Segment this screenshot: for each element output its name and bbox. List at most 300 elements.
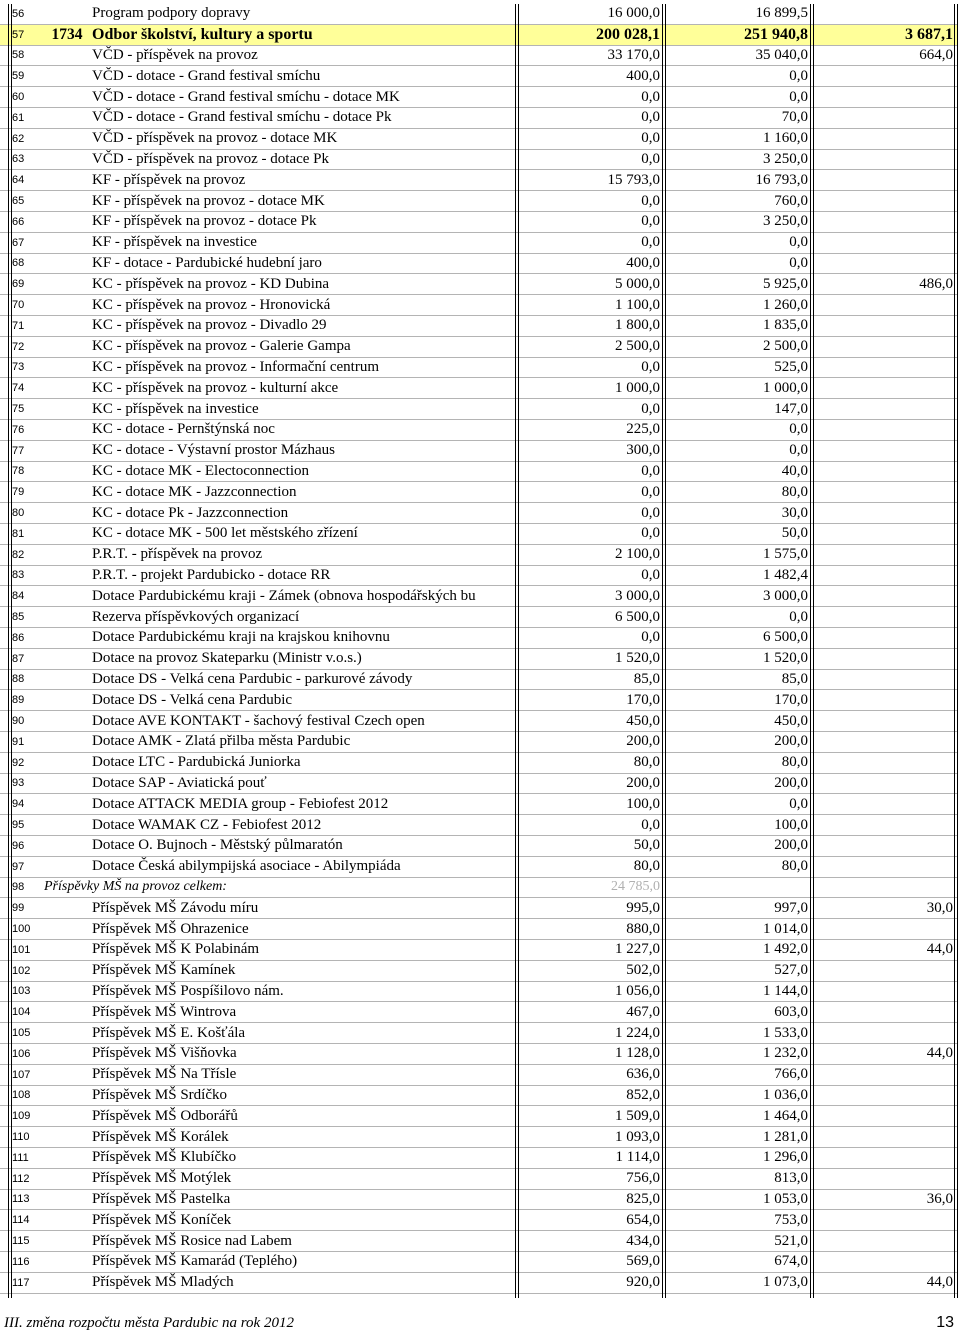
- value-col-1: 0,0: [641, 130, 660, 147]
- row-code: [44, 919, 90, 939]
- table-row: [0, 524, 958, 545]
- row-name: Příspěvek MŠ Korálek: [92, 1128, 229, 1145]
- value-col-3: [814, 566, 953, 586]
- value-col-1: 100,0: [626, 795, 660, 812]
- value-col-3: [814, 732, 953, 752]
- row-number: 102: [12, 964, 31, 977]
- value-col-1: 852,0: [626, 1086, 660, 1103]
- value-col-2: [666, 878, 808, 898]
- row-code: [44, 1065, 90, 1085]
- row-name: Dotace WAMAK CZ - Febiofest 2012: [92, 816, 322, 833]
- vline-left-1: [8, 4, 9, 1298]
- value-col-1: 1 100,0: [615, 296, 660, 313]
- value-col-3: 664,0: [919, 46, 953, 63]
- row-name: Příspěvek MŠ Na Třísle: [92, 1066, 237, 1083]
- row-number: 115: [12, 1235, 30, 1248]
- row-code: [44, 1002, 90, 1022]
- table-row: [0, 1044, 958, 1065]
- value-col-2: 1 533,0: [763, 1024, 808, 1041]
- value-col-2: 0,0: [789, 608, 808, 625]
- row-number: 105: [12, 1027, 31, 1040]
- value-col-3: [814, 212, 953, 232]
- value-col-1: 6 500,0: [615, 608, 660, 625]
- row-number: 96: [12, 839, 25, 852]
- row-name: VČD - příspěvek na provoz - dotace MK: [92, 130, 338, 147]
- row-number: 68: [12, 257, 25, 270]
- value-col-2: 603,0: [774, 1003, 808, 1020]
- value-col-3: [814, 649, 953, 669]
- table-row: [0, 628, 958, 649]
- value-col-1: 756,0: [626, 1170, 660, 1187]
- row-number: 70: [12, 299, 25, 312]
- value-col-2: 70,0: [781, 109, 808, 126]
- value-col-3: 44,0: [926, 1274, 953, 1291]
- value-col-1: 0,0: [641, 525, 660, 542]
- row-code: 1734: [51, 25, 83, 43]
- value-col-2: 200,0: [774, 774, 808, 791]
- value-col-2: 1 296,0: [763, 1149, 808, 1166]
- value-col-2: 813,0: [774, 1170, 808, 1187]
- row-number: 77: [12, 444, 25, 457]
- row-name: KC - příspěvek na provoz - Informační centrum: [92, 358, 379, 375]
- budget-table: [0, 4, 958, 1298]
- value-col-3: [814, 1065, 953, 1085]
- value-col-1: 0,0: [641, 483, 660, 500]
- value-col-2: 100,0: [774, 816, 808, 833]
- table-row: [0, 66, 958, 87]
- value-col-2: 1 281,0: [763, 1128, 808, 1145]
- row-name: KC - příspěvek na provoz - Galerie Gampa: [92, 338, 351, 355]
- row-code: [44, 690, 90, 710]
- row-code: [44, 1252, 90, 1272]
- table-row: [0, 545, 958, 566]
- value-col-2: 3 250,0: [763, 150, 808, 167]
- table-row: [0, 274, 958, 295]
- row-code: [44, 233, 90, 253]
- value-col-2: 1 575,0: [763, 546, 808, 563]
- row-number: 64: [12, 174, 25, 187]
- row-name: KC - dotace - Pernštýnská noc: [92, 421, 275, 438]
- row-code: [44, 670, 90, 690]
- value-col-3: [814, 690, 953, 710]
- table-row: [0, 690, 958, 711]
- value-col-1: 0,0: [641, 358, 660, 375]
- value-col-1: 0,0: [641, 213, 660, 230]
- value-col-1: 200 028,1: [596, 25, 660, 43]
- value-col-3: [814, 378, 953, 398]
- row-code: [44, 87, 90, 107]
- table-row: [0, 919, 958, 940]
- row-number: 92: [12, 756, 25, 769]
- row-code: [44, 711, 90, 731]
- row-code: [44, 1127, 90, 1147]
- table-row: [0, 1252, 958, 1273]
- value-col-3: [814, 66, 953, 86]
- value-col-3: 44,0: [926, 941, 953, 958]
- row-code: [44, 1148, 90, 1168]
- value-col-3: [814, 1231, 953, 1251]
- value-col-1: 450,0: [626, 712, 660, 729]
- value-col-2: 2 500,0: [763, 338, 808, 355]
- row-number: 109: [12, 1110, 31, 1123]
- row-number: 57: [12, 28, 25, 41]
- value-col-2: 1 464,0: [763, 1107, 808, 1124]
- value-col-2: 525,0: [774, 358, 808, 375]
- row-number: 86: [12, 631, 25, 644]
- value-col-1: 1 520,0: [615, 650, 660, 667]
- table-row: [0, 108, 958, 129]
- row-name: Příspěvek MŠ Kamínek: [92, 962, 236, 979]
- value-col-2: 80,0: [781, 754, 808, 771]
- value-col-1: 0,0: [641, 192, 660, 209]
- row-number: 65: [12, 195, 25, 208]
- table-row: [0, 358, 958, 379]
- table-row: [0, 982, 958, 1003]
- row-number: 73: [12, 361, 25, 374]
- row-number: 99: [12, 902, 25, 915]
- row-number: 80: [12, 507, 25, 520]
- value-col-2: 1 232,0: [763, 1045, 808, 1062]
- row-name: Dotace Česká abilympijská asociace - Abilympiáda: [92, 858, 401, 875]
- row-number: 82: [12, 548, 25, 561]
- row-code: [44, 1023, 90, 1043]
- row-name: Příspěvek MŠ Srdíčko: [92, 1086, 227, 1103]
- row-number: 98: [12, 881, 25, 894]
- value-col-3: 486,0: [919, 275, 953, 292]
- table-row: [0, 212, 958, 233]
- row-number: 79: [12, 486, 25, 499]
- value-col-1: 0,0: [641, 150, 660, 167]
- value-col-1: 1 128,0: [615, 1045, 660, 1062]
- value-col-1: 50,0: [633, 837, 660, 854]
- row-name: Příspěvek MŠ K Polabinám: [92, 941, 260, 958]
- value-col-3: 36,0: [926, 1190, 953, 1207]
- value-col-2: 760,0: [774, 192, 808, 209]
- table-row: [0, 1273, 958, 1294]
- row-name: KF - dotace - Pardubické hudební jaro: [92, 254, 322, 271]
- row-number: 88: [12, 673, 25, 686]
- value-col-3: [814, 545, 953, 565]
- row-name: P.R.T. - projekt Pardubicko - dotace RR: [92, 566, 331, 583]
- vline-right-1: [954, 4, 955, 1298]
- row-code: [44, 503, 90, 523]
- row-number: 106: [12, 1047, 31, 1060]
- value-col-2: 0,0: [789, 421, 808, 438]
- row-name: Dotace na provoz Skateparku (Ministr v.o.s.): [92, 650, 362, 667]
- value-col-1: 1 227,0: [615, 941, 660, 958]
- row-name: KC - dotace Pk - Jazzconnection: [92, 504, 289, 521]
- value-col-2: 6 500,0: [763, 629, 808, 646]
- value-col-3: [814, 399, 953, 419]
- row-name: Program podpory dopravy: [92, 5, 251, 22]
- value-col-3: [814, 586, 953, 606]
- value-col-2: 674,0: [774, 1253, 808, 1270]
- value-col-3: [814, 711, 953, 731]
- value-col-3: [814, 191, 953, 211]
- table-row: [0, 753, 958, 774]
- row-name: VČD - dotace - Grand festival smíchu - dotace Pk: [92, 109, 392, 126]
- row-name: Odbor školství, kultury a sportu: [92, 25, 313, 43]
- value-col-2: 1 014,0: [763, 920, 808, 937]
- row-name: VČD - dotace - Grand festival smíchu - dotace MK: [92, 88, 400, 105]
- row-code: [44, 295, 90, 315]
- page-number: 13: [936, 1314, 954, 1331]
- row-name: Dotace O. Bujnoch - Městský půlmaratón: [92, 837, 343, 854]
- table-row: [0, 233, 958, 254]
- value-col-1: 569,0: [626, 1253, 660, 1270]
- value-col-3: [814, 628, 953, 648]
- value-col-1: 880,0: [626, 920, 660, 937]
- table-row: [0, 1023, 958, 1044]
- table-row: [0, 337, 958, 358]
- row-code: [44, 4, 90, 24]
- value-col-2: 1 000,0: [763, 379, 808, 396]
- value-col-2: 16 793,0: [755, 171, 808, 188]
- value-col-2: 1 260,0: [763, 296, 808, 313]
- row-name: VČD - dotace - Grand festival smíchu: [92, 67, 321, 84]
- value-col-3: [814, 233, 953, 253]
- row-number: 85: [12, 611, 25, 624]
- value-col-1: 24 785,0: [611, 879, 660, 895]
- row-code: [44, 961, 90, 981]
- value-col-1: 33 170,0: [607, 46, 660, 63]
- value-col-3: [814, 961, 953, 981]
- value-col-2: 753,0: [774, 1211, 808, 1228]
- row-code: [44, 399, 90, 419]
- value-col-1: 825,0: [626, 1190, 660, 1207]
- vline-mid-2: [518, 4, 519, 1298]
- table-row: [0, 150, 958, 171]
- table-row: [0, 1065, 958, 1086]
- row-name: Dotace Pardubickému kraji - Zámek (obnova hospodářských bu: [92, 587, 476, 604]
- row-number: 89: [12, 694, 25, 707]
- value-col-3: [814, 670, 953, 690]
- table-row: [0, 191, 958, 212]
- row-number: 81: [12, 527, 25, 540]
- row-number: 107: [12, 1068, 31, 1081]
- row-number: 108: [12, 1089, 31, 1102]
- footer-title: III. změna rozpočtu města Pardubic na rok 2012: [4, 1315, 294, 1331]
- row-number: 59: [12, 70, 25, 83]
- row-code: [44, 982, 90, 1002]
- row-number: 69: [12, 278, 25, 291]
- value-col-3: [814, 607, 953, 627]
- value-col-1: 0,0: [641, 566, 660, 583]
- value-col-2: 170,0: [774, 691, 808, 708]
- row-code: [44, 794, 90, 814]
- value-col-3: [814, 753, 953, 773]
- value-col-2: 0,0: [789, 88, 808, 105]
- row-code: [44, 1190, 90, 1210]
- value-col-2: 80,0: [781, 858, 808, 875]
- value-col-3: [814, 337, 953, 357]
- value-col-2: 251 940,8: [744, 25, 808, 43]
- table-row: [0, 129, 958, 150]
- table-row: [0, 1002, 958, 1023]
- row-code: [44, 1169, 90, 1189]
- row-number: 93: [12, 777, 25, 790]
- value-col-1: 0,0: [641, 462, 660, 479]
- value-col-2: 3 250,0: [763, 213, 808, 230]
- row-code: [44, 1210, 90, 1230]
- row-name: Dotace SAP - Aviatická pouť: [92, 774, 267, 791]
- value-col-3: [814, 482, 953, 502]
- value-col-3: [814, 503, 953, 523]
- row-number: 112: [12, 1172, 30, 1185]
- value-col-2: 521,0: [774, 1232, 808, 1249]
- table-row: [0, 857, 958, 878]
- row-name: KC - příspěvek na provoz - kulturní akce: [92, 379, 339, 396]
- value-col-3: [814, 794, 953, 814]
- row-number: 94: [12, 798, 25, 811]
- value-col-3: [814, 254, 953, 274]
- value-col-2: 0,0: [789, 795, 808, 812]
- table-row: [0, 4, 958, 25]
- value-col-1: 0,0: [641, 109, 660, 126]
- table-row: [0, 316, 958, 337]
- row-name: Dotace Pardubickému kraji na krajskou knihovnu: [92, 629, 390, 646]
- row-code: [44, 649, 90, 669]
- row-code: [44, 524, 90, 544]
- row-code: [44, 753, 90, 773]
- row-code: [44, 441, 90, 461]
- vline-mid-6: [813, 4, 814, 1298]
- row-number: 117: [12, 1276, 30, 1289]
- value-col-3: [814, 108, 953, 128]
- table-row: [0, 878, 958, 899]
- row-number: 67: [12, 236, 25, 249]
- row-code: [44, 254, 90, 274]
- value-col-3: [814, 815, 953, 835]
- row-name: KF - příspěvek na investice: [92, 234, 257, 251]
- row-name: Příspěvek MŠ Klubíčko: [92, 1149, 237, 1166]
- value-col-1: 80,0: [633, 754, 660, 771]
- value-col-3: 30,0: [926, 899, 953, 916]
- table-row: [0, 1190, 958, 1211]
- row-code: [44, 212, 90, 232]
- row-name: KF - příspěvek na provoz: [92, 171, 246, 188]
- value-col-2: 40,0: [781, 462, 808, 479]
- row-code: [44, 857, 90, 877]
- row-code: [44, 836, 90, 856]
- table-row: [0, 649, 958, 670]
- value-col-1: 920,0: [626, 1274, 660, 1291]
- value-col-3: [814, 295, 953, 315]
- row-code: [44, 191, 90, 211]
- value-col-1: 3 000,0: [615, 587, 660, 604]
- row-name: Dotace DS - Velká cena Pardubic: [92, 691, 293, 708]
- row-number: 72: [12, 340, 25, 353]
- row-name: Příspěvek MŠ Motýlek: [92, 1170, 232, 1187]
- row-name: KC - dotace MK - Jazzconnection: [92, 483, 297, 500]
- row-code: [44, 898, 90, 918]
- table-row: [0, 774, 958, 795]
- value-col-2: 1 492,0: [763, 941, 808, 958]
- row-number: 84: [12, 590, 25, 603]
- row-number: 97: [12, 860, 25, 873]
- vline-mid-3: [662, 4, 663, 1298]
- value-col-1: 0,0: [641, 816, 660, 833]
- row-code: [44, 1044, 90, 1064]
- table-row: [0, 1169, 958, 1190]
- table-row: [0, 482, 958, 503]
- table-row: [0, 399, 958, 420]
- value-col-1: 0,0: [641, 629, 660, 646]
- row-name: KC - příspěvek na provoz - Divadlo 29: [92, 317, 327, 334]
- row-number: 100: [12, 923, 31, 936]
- value-col-1: 1 800,0: [615, 317, 660, 334]
- row-name: Příspěvek MŠ Pastelka: [92, 1190, 231, 1207]
- row-number: 60: [12, 91, 25, 104]
- row-name: Příspěvek MŠ Wintrova: [92, 1003, 237, 1020]
- table-row: [0, 1231, 958, 1252]
- vline-right-2: [957, 4, 958, 1298]
- vline-mid-1: [515, 4, 516, 1298]
- row-number: 66: [12, 215, 25, 228]
- row-code: [44, 774, 90, 794]
- table-row: [0, 295, 958, 316]
- value-col-1: 2 500,0: [615, 338, 660, 355]
- vline-left-2: [11, 4, 12, 1298]
- value-col-1: 434,0: [626, 1232, 660, 1249]
- row-code: [44, 815, 90, 835]
- value-col-1: 1 093,0: [615, 1128, 660, 1145]
- row-code: [44, 462, 90, 482]
- table-row: [0, 607, 958, 628]
- value-col-1: 300,0: [626, 442, 660, 459]
- table-row: [0, 1210, 958, 1231]
- row-name: Dotace DS - Velká cena Pardubic - parkurové závody: [92, 670, 413, 687]
- row-name: Příspěvek MŠ Závodu míru: [92, 899, 259, 916]
- table-row: [0, 566, 958, 587]
- table-row: [0, 815, 958, 836]
- table-row: [0, 1086, 958, 1107]
- row-number: 116: [12, 1255, 30, 1268]
- value-col-3: [814, 170, 953, 190]
- value-col-3: [814, 129, 953, 149]
- row-number: 56: [12, 7, 25, 20]
- row-number: 114: [12, 1214, 30, 1227]
- row-name: Dotace AMK - Zlatá přilba města Pardubic: [92, 733, 351, 750]
- table-row: [0, 711, 958, 732]
- table-row: [0, 420, 958, 441]
- value-col-1: 225,0: [626, 421, 660, 438]
- row-number: 62: [12, 132, 25, 145]
- row-number: 111: [12, 1151, 29, 1164]
- value-col-3: [814, 1169, 953, 1189]
- table-row: [0, 1148, 958, 1169]
- value-col-1: 85,0: [633, 670, 660, 687]
- row-code: [44, 940, 90, 960]
- row-code: [44, 1106, 90, 1126]
- value-col-1: 400,0: [626, 67, 660, 84]
- row-name: KC - příspěvek na investice: [92, 400, 259, 417]
- value-col-3: 3 687,1: [905, 25, 953, 43]
- value-col-1: 995,0: [626, 899, 660, 916]
- value-col-1: 636,0: [626, 1066, 660, 1083]
- value-col-1: 1 509,0: [615, 1107, 660, 1124]
- value-col-3: [814, 982, 953, 1002]
- value-col-2: 997,0: [774, 899, 808, 916]
- value-col-3: [814, 358, 953, 378]
- value-col-3: [814, 1148, 953, 1168]
- value-col-2: 35 040,0: [755, 46, 808, 63]
- value-col-1: 0,0: [641, 400, 660, 417]
- value-col-3: [814, 316, 953, 336]
- value-col-1: 1 056,0: [615, 982, 660, 999]
- value-col-2: 450,0: [774, 712, 808, 729]
- row-code: [44, 732, 90, 752]
